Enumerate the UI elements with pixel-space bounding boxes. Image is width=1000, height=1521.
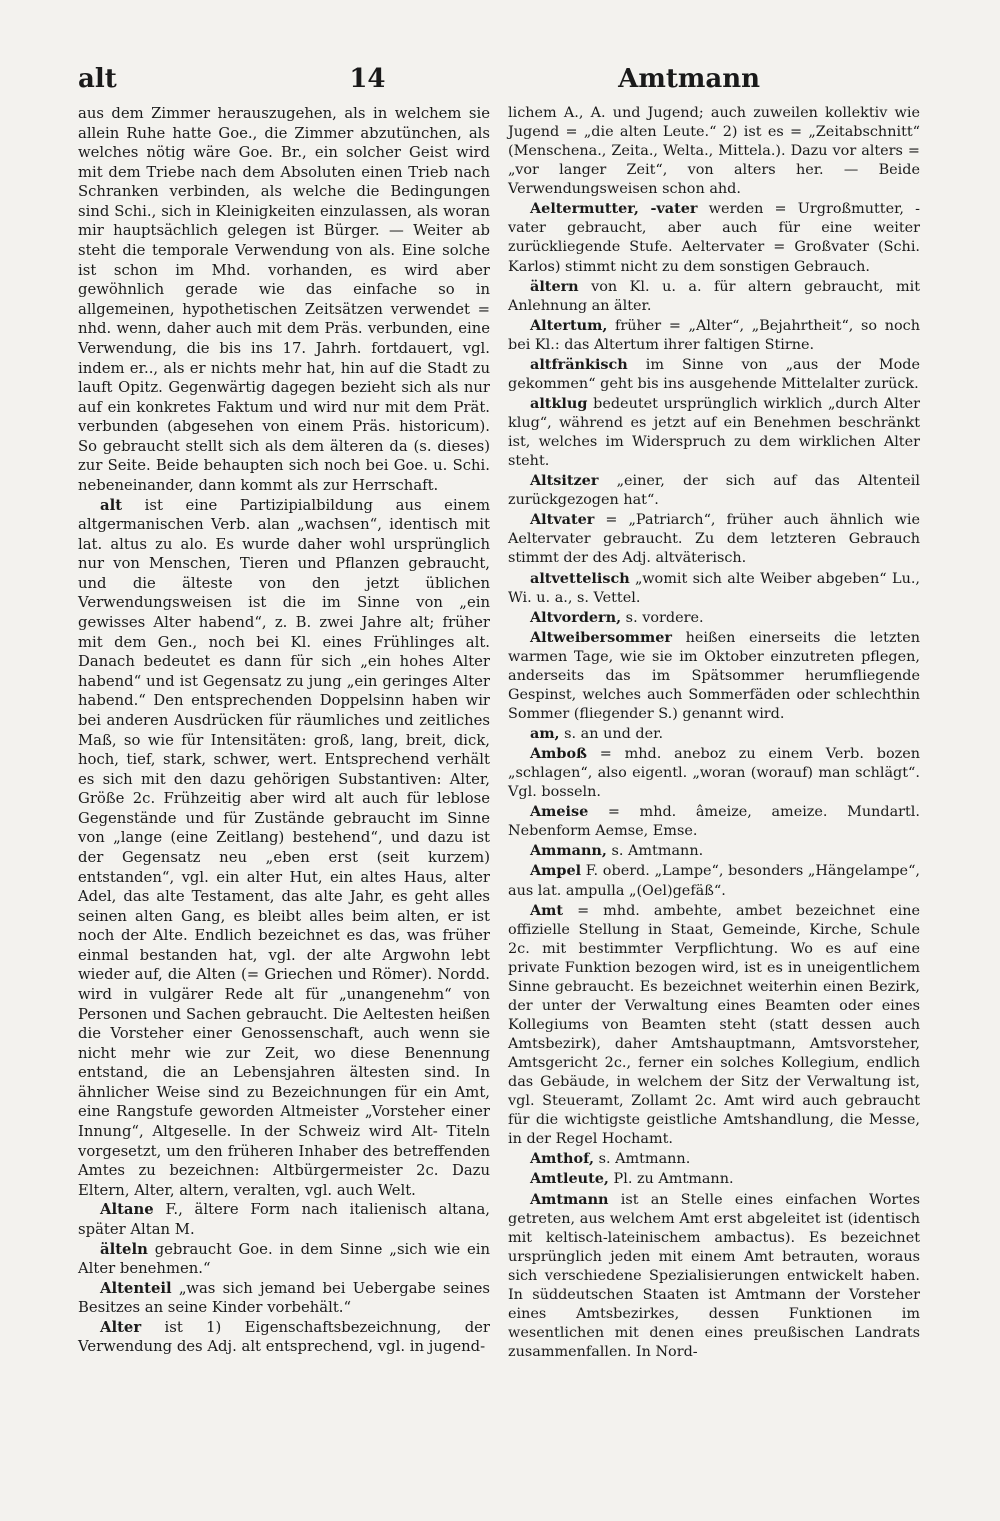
entry-headword: Altsitzer [530,472,599,490]
entry-text: ist 1) Eigenschaftsbezeichnung, der Verwendung des Adj. alt entsprechend, vgl. in jugend- [78,1318,490,1356]
dictionary-entry [508,744,920,802]
entry-text: F. oberd. „Lampe“, besonders „Hängelampe“, aus lat. ampulla „(Oel)gefäß“. [508,863,920,899]
entry-headword: älteln [100,1240,148,1258]
entry-text: ist an Stelle eines einfachen Wortes getreten, aus welchem Amt erst abgeleitet ist (identisch mit keltisch-lateinischem ambactus). Es bezeichnet ursprünglich jeden mit einem Amt betrauten, woraus sich verschiedene Spezialisierungen entwickelt haben. In süddeutschen Staaten ist Amtmann der Vorsteher eines Amtsbezirkes, dessen Funktionen im wesentlichen mit denen eines preußischen Landrats zusammenfallen. In Nord- [508,1191,920,1360]
left-column [78,104,490,1357]
entry-headword: altvettelisch [530,569,630,587]
entry-text: „einer, der sich auf das Altenteil zurückgezogen hat“. [508,473,920,509]
dictionary-entry [508,1190,920,1363]
entry-headword: Ampel [530,862,582,880]
entry-text: = mhd. ambehte, ambet bezeichnet eine offizielle Stellung in Staat, Gemeinde, Kirche, Schule 2c. mit bestimmter Verpflichtung. Wo es auf eine private Funktion bezogen wird, ist es in uneigentlichem Sinne gebraucht. Es bezeichnet weiterhin einen Bezirk, der unter der Verwaltung eines Beamten oder eines Kollegiums von Beamten steht (statt dessen auch Amtsbezirk), daher Amtshauptmann, Amtsvorsteher, Amtsgericht 2c., ferner ein solches Kollegium, endlich das Gebäude, in welchem der Sitz der Verwaltung ist, vgl. Steueramt, Zollamt 2c. Amt wird auch gebraucht für die wichtigste geistliche Amtshandlung, die Messe, in der Regel Hochamt. [508,902,920,1148]
entry-text: bedeutet ursprünglich wirklich „durch Alter klug“, während es jetzt auf ein Benehmen beschränkt ist, welches im Widerspruch zu dem wirklichen Alter steht. [508,395,920,470]
dictionary-entry [508,104,920,199]
entry-text: s. Amtmann. [606,843,704,860]
dictionary-entry [508,1169,920,1189]
dictionary-entry [78,1200,490,1239]
dictionary-entry [508,841,920,861]
right-column [508,104,920,1362]
dictionary-entry [508,628,920,724]
dictionary-entry [78,104,490,496]
entry-headword: Amboß [530,745,587,763]
dictionary-entry [508,861,920,900]
entry-text: = „Patriarch“, früher auch ähnlich wie Aeltervater gebraucht. Zu dem letzteren Gebrauch stimmt der des Adj. altväterisch. [508,512,920,567]
entry-text: Pl. zu Amtmann. [608,1171,734,1188]
entry-headword: altklug [530,394,588,412]
entry-headword: Altweibersommer [530,628,672,646]
dictionary-entry [78,1318,490,1357]
dictionary-entry [508,569,920,608]
entry-headword: Amtleute, [530,1170,609,1188]
entry-text: heißen einerseits die letzten warmen Tage, wie sie im Oktober einzutreten pflegen, anderseits das im Spätsommer herumfliegende Gespinst, welches auch Sommerfäden oder schlechthin Sommer (fliegender S.) genannt wird. [508,629,920,722]
header-left-headword: alt [78,64,117,94]
entry-text: werden = Urgroßmutter, -vater gebraucht, aber auch für eine weiter zurückliegende Stufe. Aeltervater = Großvater (Schi. Karlos) stimmt nicht zu dem sonstigen Gebrauch. [508,201,920,275]
entry-headword: Alter [100,1318,142,1336]
entry-headword: Amt [530,901,564,919]
entry-headword: Amtmann [530,1190,609,1208]
dictionary-entry [78,1279,490,1318]
entry-headword: Altvordern, [530,608,622,626]
entry-text: „was sich jemand bei Uebergabe seines Besitzes an seine Kinder vorbehält.“ [78,1279,490,1317]
entry-headword: Aeltermutter, -vater [530,200,698,218]
entry-text: von Kl. u. a. für altern gebraucht, mit Anlehnung an älter. [508,278,920,314]
running-header [78,64,760,94]
entry-text: = mhd. âmeize, ameize. Mundartl. Nebenform Aemse, Emse. [508,804,920,840]
entry-headword: ältern [530,277,579,295]
entry-headword: Altenteil [100,1279,172,1297]
dictionary-entry [508,802,920,841]
entry-text: F., ältere Form nach italienisch altana, später Altan M. [78,1201,490,1238]
dictionary-entry [78,1240,490,1279]
entry-text: ist eine Partizipialbildung aus einem altgermanischen Verb. alan „wachsen“, identisch mit lat. altus zu alo. Es wurde daher wohl ursprünglich nur von Menschen, Tieren und Pflanzen gebraucht, und die älteste von den jetzt üblichen Verwendungsweisen ist die im Sinne von „ein gewisses Alter habend“, z. B. zwei Jahre alt; früher mit dem Gen., noch bei Kl. eines Frühlinges alt. Danach bedeutet es dann für sich „ein hohes Alter habend“ und ist Gegensatz zu jung „ein geringes Alter habend.“ Den entsprechenden Doppelsinn haben wir bei anderen Ausdrücken für räumliches und zeitliches Maß, so wie für Intensitäten: groß, lang, breit, dick, hoch, tief, stark, schwer, wert. Entsprechend verhält es sich mit den dazu gehörigen Substantiven: Alter, Größe 2c. Frühzeitig aber wird alt auch für leblose Gegenstände und für Zustände gebraucht im Sinne von „lange (eine Zeitlang) bestehend“, und dazu ist der Gegensatz neu „eben erst (seit kurzem) entstanden“, vgl. ein alter Hut, ein altes Haus, alter Adel, das alte Testament, das alte Jahr, es geht alles seinen alten Gang, es bleibt alles beim alten, er ist noch der Alte. Endlich bezeichnet es das, was früher einmal bestanden hat, vgl. der alte Argwohn lebt wieder auf, die Alten (= Griechen und Römer). Nordd. wird in vulgärer Rede alt für „unangenehm“ von Personen und Sachen gebraucht. Die Aeltesten heißen die Vorsteher einer Genossenschaft, auch wenn sie nicht mehr wie zur Zeit, wo diese Benennung entstand, die an Lebensjahren ältesten sind. In ähnlicher Weise sind zu Bezeichnungen für ein Amt, eine Rangstufe geworden Altmeister „Vorsteher einer Innung“, Altgeselle. In der Schweiz wird Alt- Titeln vorgesetzt, um den früheren Inhaber des betreffenden Amtes zu bezeichnen: Altbürgermeister 2c. Dazu Eltern, Alter, altern, veralten, vgl. auch Welt. [78,496,490,1199]
entry-text: aus dem Zimmer herauszugehen, als in welchem sie allein Ruhe hatte Goe., die Zimmer abzutünchen, als welches nötig wäre Goe. Br., ein solcher Geist wird mit dem Triebe nach dem Absoluten einen Trieb nach Schranken verbinden, als welche die Bedingungen sind Schi., sich in Kleinigkeiten einzulassen, als woran mir hauptsächlich gelegen ist Bürger. — Weiter ab steht die temporale Verwendung von als. Eine solche ist schon im Mhd. vorhanden, es wird aber gewöhnlich gerade wie das einfache so in allgemeinen, hypothetischen Zeitsätzen verwendet = nhd. wenn, daher auch mit dem Präs. verbunden, eine Verwendung, die bis ins 17. Jahrh. fortdauert, vgl. indem er.., als er nichts mehr hat, hin auf die Stadt zu lauft Opitz. Gegenwärtig dagegen bezieht sich als nur auf ein konkretes Faktum und wird nur mit dem Prät. verbunden (abgesehen von einem Präs. historicum). So gebraucht stellt sich als dem älteren da (s. dieses) zur Seite. Beide behaupten sich noch bei Goe. u. Schi. nebeneinander, dann kommt als zur Herrschaft. [78,105,490,494]
page-number: 14 [349,64,386,94]
entry-headword: am, [530,725,560,742]
entry-text: früher = „Alter“, „Bejahrtheit“, so noch bei Kl.: das Altertum ihrer faltigen Stirne. [508,317,920,353]
entry-headword: Amthof, [530,1150,594,1168]
dictionary-entry [508,1149,920,1169]
dictionary-entry [508,510,920,568]
entry-headword: Altertum, [530,316,608,334]
entry-headword: Altvater [530,511,595,529]
header-right-headword: Amtmann [618,64,760,94]
entry-headword: Ameise [530,803,589,821]
dictionary-entry [508,901,920,1150]
entry-text: s. an und der. [559,726,664,742]
entry-text: „womit sich alte Weiber abgeben“ Lu., Wi. u. a., s. Vettel. [508,570,920,606]
entry-text: im Sinne von „aus der Mode gekommen“ geht bis ins ausgehende Mittelalter zurück. [508,356,920,392]
dictionary-entry [508,199,920,276]
entry-headword: altfränkisch [530,355,628,373]
dictionary-entry [508,394,920,471]
entry-headword: Altane [100,1201,154,1219]
entry-text: = mhd. aneboz zu einem Verb. bozen „schlagen“, also eigentl. „woran (worauf) man schlägt“. Vgl. bosseln. [508,746,920,801]
entry-headword: Ammann, [530,842,607,860]
entry-text: s. Amtmann. [594,1151,691,1168]
entry-text: s. vordere. [621,609,704,626]
dictionary-entry [508,724,920,744]
dictionary-entry [508,355,920,394]
entry-text: lichem A., A. und Jugend; auch zuweilen kollektiv wie Jugend = „die alten Leute.“ 2) ist es = „Zeitabschnitt“ (Menschena., Zeita., Welta., Mittela.). Dazu vor alters = „vor langer Zeit“, von alters her. — Beide Verwendungsweisen schon ahd. [508,105,920,198]
entry-text: gebraucht Goe. in dem Sinne „sich wie ein Alter benehmen.“ [78,1240,490,1278]
entry-headword: alt [100,496,123,514]
dictionary-entry [508,608,920,628]
dictionary-entry [508,316,920,355]
dictionary-entry [78,496,490,1201]
dictionary-entry [508,471,920,510]
dictionary-entry [508,277,920,316]
